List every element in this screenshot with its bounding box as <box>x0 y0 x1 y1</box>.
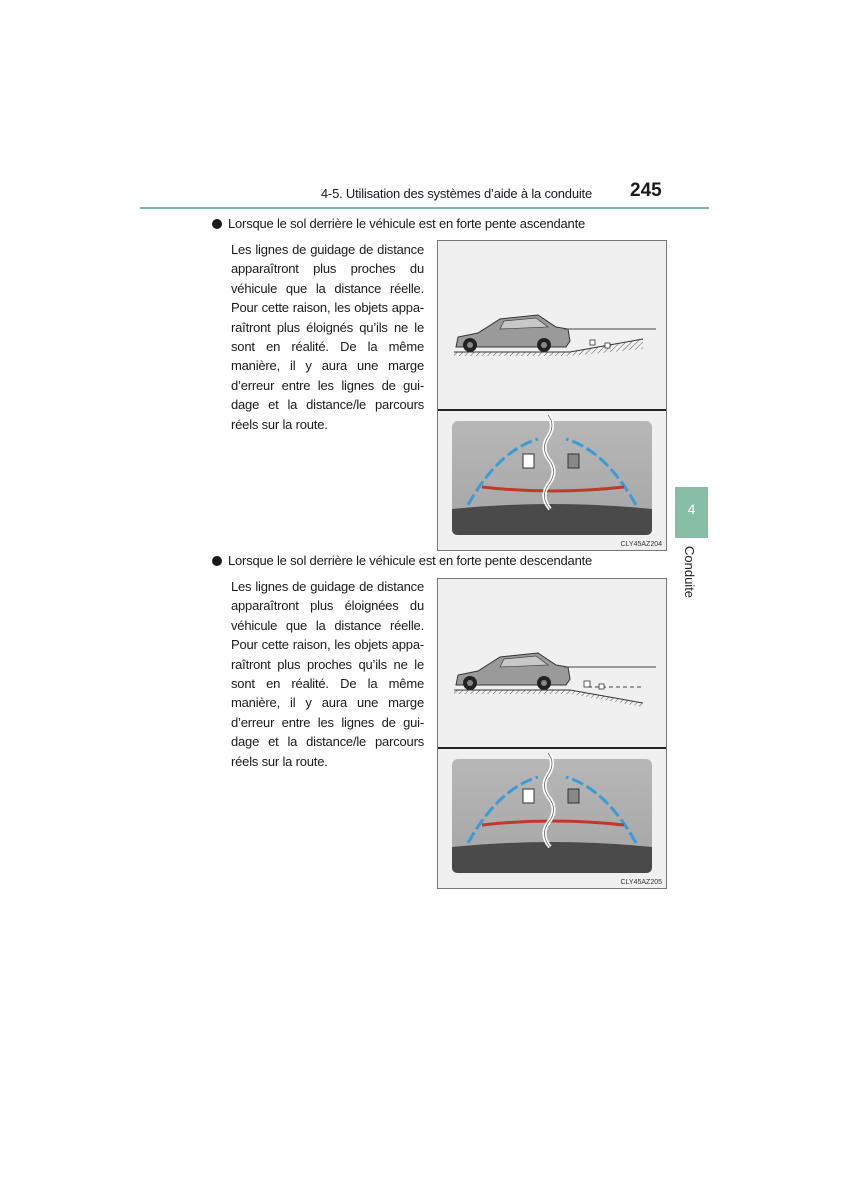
paragraph-line: véhicule que la distance réelle. <box>231 617 424 633</box>
figure-code: CLY45AZ204 <box>620 541 662 548</box>
paragraph-line: manière, il y aura une marge <box>231 695 424 711</box>
paragraph-line: réels sur la route. <box>231 416 328 432</box>
bullet-dot-icon <box>212 219 222 229</box>
page-number: 245 <box>630 180 662 201</box>
paragraph-line: sont en réalité. De la même <box>231 339 424 355</box>
paragraph-line: raîtront plus éloignés qu’ils ne le <box>231 319 424 335</box>
bullet-text: Lorsque le sol derrière le véhicule est en forte pente ascendante <box>228 216 586 231</box>
obstacle-box-icon <box>599 684 604 689</box>
paragraph-line: véhicule que la distance réelle. <box>231 280 424 296</box>
paragraph-line: d’erreur entre les lignes de gui- <box>231 377 424 393</box>
paragraph-line: d’erreur entre les lignes de gui- <box>231 714 424 730</box>
paragraph-line: dage et la distance/le parcours <box>231 734 424 750</box>
paragraph-line: sont en réalité. De la même <box>231 676 424 692</box>
paragraph-line: manière, il y aura une marge <box>231 358 424 374</box>
downhill-illustration <box>438 579 666 888</box>
figure-downhill <box>437 578 667 889</box>
paragraph-line: apparaîtront plus éloignées du <box>231 598 424 614</box>
figure-uphill <box>437 240 667 551</box>
car-side-icon <box>456 315 570 352</box>
section-title: 4-5. Utilisation des systèmes d’aide à la conduite <box>320 186 592 201</box>
paragraph-line: Les lignes de guidage de distance <box>231 242 424 257</box>
obstacle-box-icon <box>605 343 610 348</box>
obstacle-box-icon <box>584 681 590 687</box>
paragraph-line: dage et la distance/le parcours <box>231 397 424 413</box>
bullet-text: Lorsque le sol derrière le véhicule est en forte pente descendante <box>228 553 593 568</box>
car-side-icon <box>456 653 570 690</box>
paragraph-line: Pour cette raison, les objets appa- <box>231 300 424 316</box>
chapter-label: Conduite <box>682 546 697 599</box>
obstacle-box-icon <box>590 340 595 345</box>
paragraph-line: Pour cette raison, les objets appa- <box>231 637 424 653</box>
paragraph-uphill <box>231 240 424 434</box>
paragraph-downhill <box>231 577 424 771</box>
figure-code: CLY45AZ205 <box>620 879 662 886</box>
bullet-dot-icon <box>212 556 222 566</box>
header-divider <box>140 207 709 209</box>
paragraph-line: réels sur la route. <box>231 753 328 769</box>
uphill-illustration <box>438 241 666 550</box>
paragraph-line: raîtront plus proches qu’ils ne le <box>231 656 424 672</box>
chapter-tab[interactable]: 4 <box>675 487 708 538</box>
paragraph-line: apparaîtront plus proches du <box>231 261 424 277</box>
paragraph-line: Les lignes de guidage de distance <box>231 579 424 594</box>
bullet-heading-uphill <box>212 216 585 231</box>
bullet-heading-downhill <box>212 553 592 568</box>
